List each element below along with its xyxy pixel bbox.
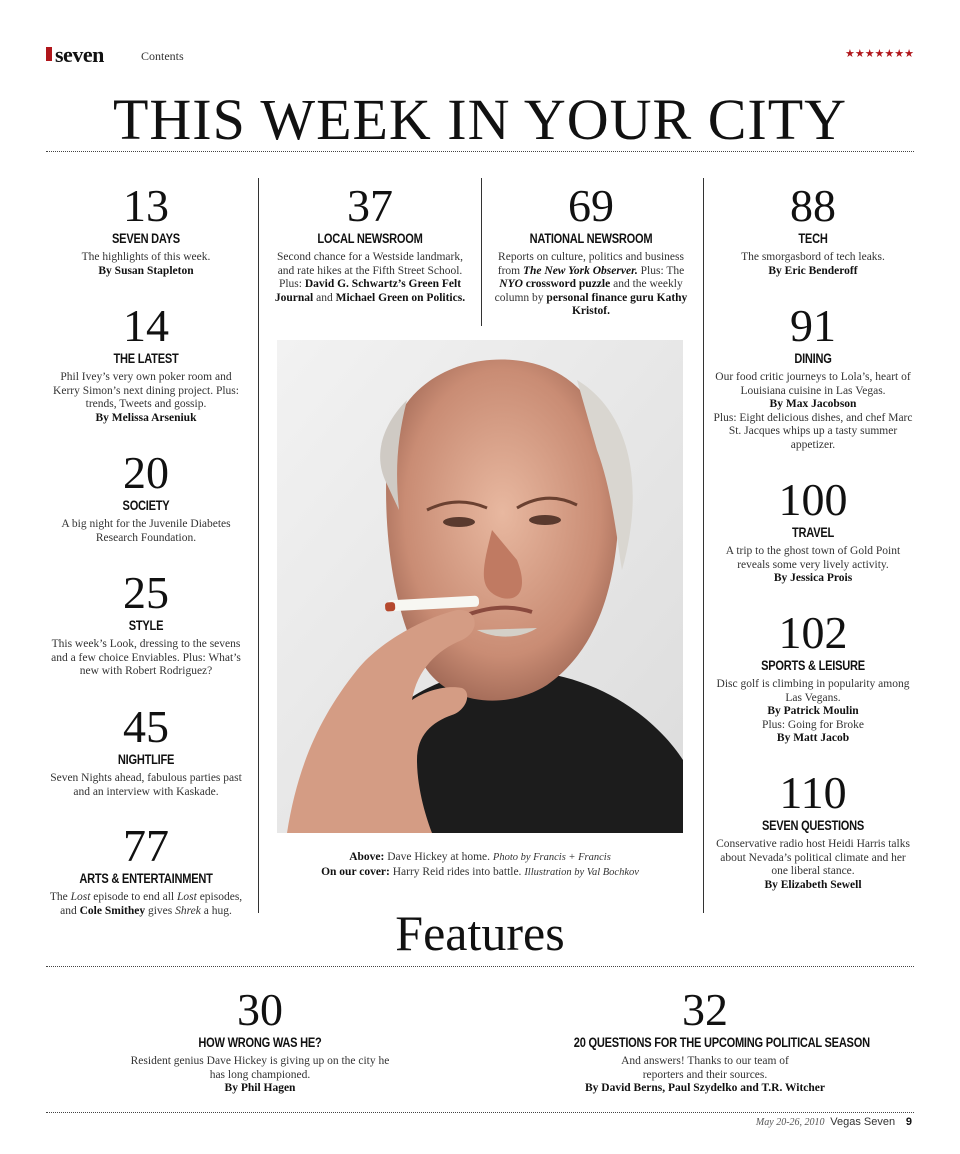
page-header (46, 44, 914, 66)
feature-item-how-wrong[interactable] (130, 984, 390, 1096)
logo-mark (46, 47, 52, 61)
description: Resident genius Dave Hickey is giving up on the city he has long championed. (130, 1055, 390, 1081)
page-number: 13 (123, 180, 169, 231)
section-heading: TECH (798, 231, 828, 246)
byline: By David Berns, Paul Szydelko and T.R. Witcher (584, 1082, 826, 1094)
description: Second chance for a Westside landmark, and rate hikes at the Fifth Street School. Plus: David G. Schwartz’s Green Felt Journal and Michael Green on Politics. (274, 251, 466, 304)
byline-extra: By Matt Jacob (776, 732, 850, 744)
toc-item-dining[interactable] (712, 300, 914, 452)
section-heading: LOCAL NEWSROOM (317, 231, 423, 246)
page-number: 45 (123, 701, 169, 752)
byline: By Phil Hagen (224, 1082, 296, 1094)
section-heading: STYLE (128, 618, 164, 633)
page-title: THIS WEEK IN YOUR CITY (112, 87, 848, 152)
toc-item-sports-leisure[interactable] (712, 607, 914, 746)
section-heading: THE LATEST (113, 351, 179, 366)
page-number: 77 (123, 820, 169, 871)
page-number: 25 (123, 567, 169, 618)
description-extra: Plus: Going for Broke (762, 718, 864, 731)
dotted-divider (46, 966, 914, 967)
column-divider (258, 178, 259, 913)
feature-item-20-questions[interactable] (545, 984, 870, 1096)
description: Disc golf is climbing in popularity among Las Vegans. (716, 678, 910, 704)
page-number: 30 (237, 984, 283, 1035)
page-number: 37 (347, 180, 393, 231)
photo-caption: Above: Dave Hickey at home. Photo by Francis + Francis On our cover: Harry Reid rides into battle. Illustration by Val Bochkov (321, 851, 639, 878)
page-number: 102 (778, 607, 848, 658)
features-heading: Features (395, 905, 565, 961)
description: The Lost episode to end all Lost episodes, and Cole Smithey gives Shrek a hug. (49, 891, 243, 917)
toc-item-society[interactable] (46, 447, 246, 545)
section-heading: SEVEN QUESTIONS (761, 818, 865, 833)
description: Seven Nights ahead, fabulous parties past and an interview with Kaskade. (50, 772, 242, 798)
page-number-footer: 9 (905, 1116, 912, 1128)
section-heading: 20 QUESTIONS FOR THE UPCOMING POLITICAL SEASON (573, 1035, 870, 1050)
page-number: 32 (682, 984, 728, 1035)
description: Reports on culture, politics and business from The New York Observer. Plus: The NYO crossword puzzle and the weekly column by personal finance guru Kathy Kristof. (494, 251, 688, 317)
portrait-illustration (277, 340, 683, 833)
byline: By Patrick Moulin (767, 705, 859, 717)
page-number: 110 (779, 767, 847, 818)
description: A trip to the ghost town of Gold Point reveals some very lively activity. (725, 545, 901, 571)
description: The highlights of this week. (81, 251, 211, 263)
description-extra: Plus: Eight delicious dishes, and chef Marc St. Jacques whips up a tasty summer appetizer. (713, 411, 913, 451)
toc-item-the-latest[interactable] (46, 300, 246, 425)
section-heading: SEVEN DAYS (112, 231, 180, 246)
description: And answers! Thanks to our team of reporters and their sources. (621, 1055, 789, 1081)
column-divider (703, 178, 704, 913)
section-heading: NATIONAL NEWSROOM (529, 231, 653, 246)
logo: seven (55, 42, 104, 67)
byline: By Melissa Arseniuk (95, 411, 197, 424)
toc-item-national-newsroom[interactable] (489, 180, 693, 319)
description: Our food critic journeys to Lola’s, heart of Louisiana cuisine in Las Vegas. (715, 371, 911, 397)
byline: By Jessica Prois (773, 572, 853, 584)
issue-date: May 20-26, 2010 (755, 1117, 825, 1128)
byline: By Susan Stapleton (98, 264, 194, 277)
page-number: 14 (123, 300, 169, 351)
page-number: 91 (790, 300, 836, 351)
magazine-name: Vegas Seven (830, 1116, 896, 1128)
toc-item-tech[interactable] (712, 180, 914, 278)
toc-item-nightlife[interactable] (46, 701, 246, 799)
description: Conservative radio host Heidi Harris talks about Nevada’s political climate and her one liberal stance. (716, 838, 910, 877)
toc-item-seven-days[interactable] (46, 180, 246, 278)
page-number: 69 (568, 180, 614, 231)
section-heading: TRAVEL (792, 525, 834, 540)
section-heading: ARTS & ENTERTAINMENT (79, 871, 213, 886)
section-heading: SPORTS & LEISURE (761, 658, 865, 673)
description: This week’s Look, dressing to the sevens and a few choice Enviables. Plus: What’s new with Robert Rodriguez? (51, 638, 241, 677)
stars-decoration: ★★★★★★★ (844, 48, 914, 60)
byline: By Max Jacobson (769, 398, 857, 410)
page-number: 88 (790, 180, 836, 231)
description: A big night for the Juvenile Diabetes Research Foundation. (61, 518, 231, 544)
section-heading: SOCIETY (122, 498, 170, 513)
toc-item-seven-questions[interactable] (712, 767, 914, 892)
byline: By Eric Benderoff (768, 264, 858, 277)
section-heading: HOW WRONG WAS HE? (198, 1035, 322, 1050)
byline: By Elizabeth Sewell (764, 878, 862, 891)
section-heading: DINING (794, 351, 832, 366)
dotted-divider (46, 1112, 914, 1113)
toc-item-local-newsroom[interactable] (268, 180, 472, 305)
description: Phil Ivey’s very own poker room and Kerry Simon’s next dining project. Plus: trends, Tweets and gossip. (53, 371, 239, 410)
section-heading: NIGHTLIFE (117, 752, 175, 767)
toc-item-style[interactable] (46, 567, 246, 679)
page-footer (756, 1116, 912, 1128)
cover-photo-dave-hickey (277, 340, 683, 833)
column-divider (481, 178, 482, 326)
dotted-divider (46, 151, 914, 152)
page-number: 100 (778, 474, 848, 525)
description: The smorgasbord of tech leaks. (741, 251, 885, 263)
section-label: Contents (141, 49, 184, 63)
toc-item-travel[interactable] (712, 474, 914, 586)
page-number: 20 (123, 447, 169, 498)
